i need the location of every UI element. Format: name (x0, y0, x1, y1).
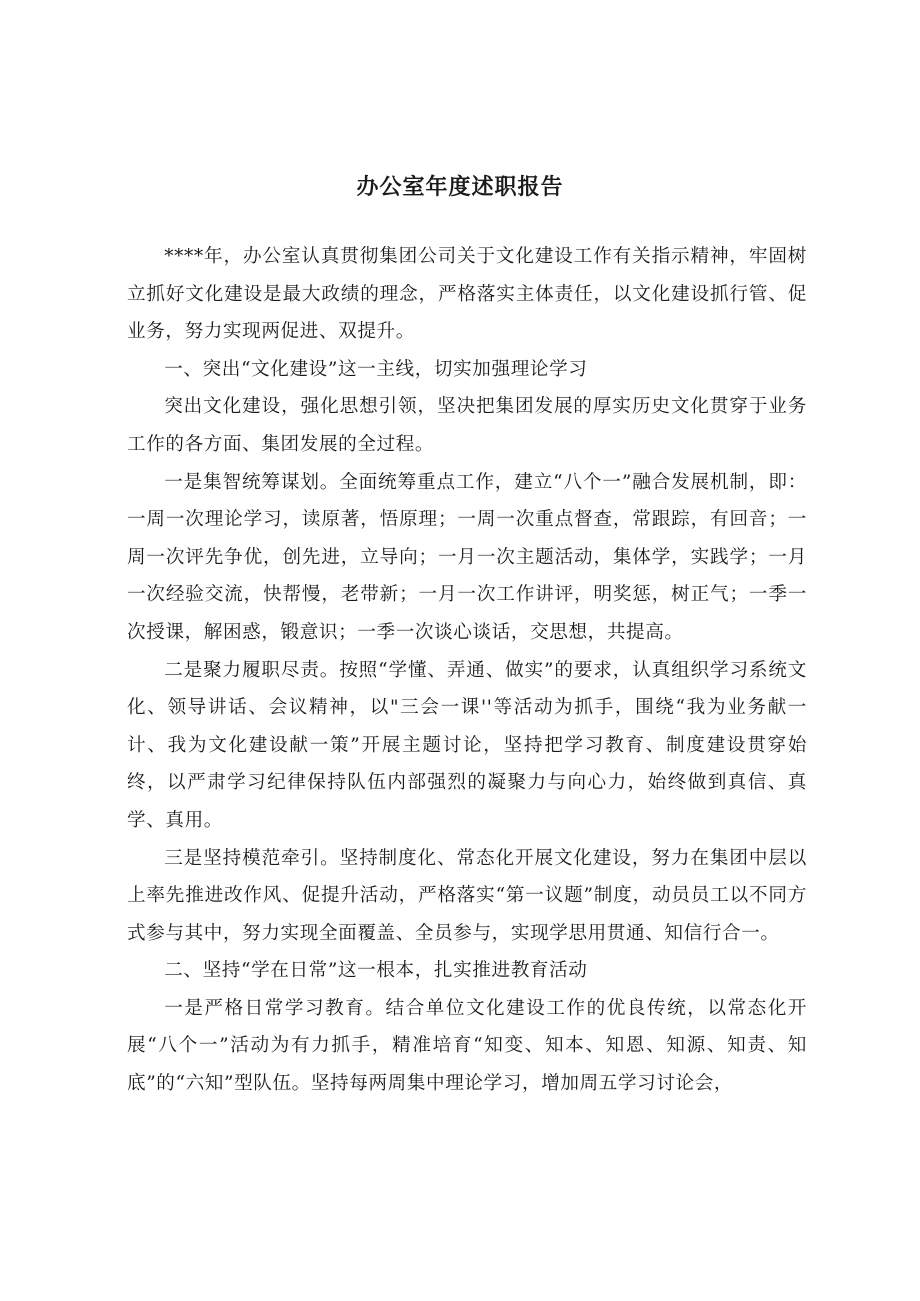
section-heading-2: 二、坚持“学在日常”这一根本，扎实推进教育活动 (164, 960, 588, 982)
document-body (127, 238, 807, 1103)
intro-paragraph: ****年，办公室认真贯彻集团公司关于文化建设工作有关指示精神，牢固树立抓好文化建设是最大政绩的理念，严格落实主体责任，以文化建设抓行管、促业务，努力实现两促进、双提升。 (127, 246, 807, 343)
body-paragraph: 三是坚持模范牵引。坚持制度化、常态化开展文化建设，努力在集团中层以上率先推进改作风、促提升活动，严格落实“第一议题”制度，动员员工以不同方式参与其中，努力实现全面覆盖、全员参与，实现学思用贯通、知信行合一。 (127, 847, 807, 944)
body-paragraph: 一是集智统筹谋划。全面统筹重点工作，建立“八个一”融合发展机制，即：一周一次理论学习，读原著，悟原理；一周一次重点督查，常跟踪，有回音；一周一次评先争优，创先进，立导向；一月一次主题活动，集体学，实践学；一月一次经验交流，快帮慢，老带新；一月一次工作讲评，明奖惩，树正气；一季一次授课，解困惑，锻意识；一季一次谈心谈话，交思想，共提高。 (127, 471, 807, 643)
section-heading-1: 一、突出“文化建设”这一主线，切实加强理论学习 (164, 358, 588, 380)
body-paragraph: 一是严格日常学习教育。结合单位文化建设工作的优良传统，以常态化开展“八个一”活动为有力抓手，精准培育“知变、知本、知恩、知源、知责、知底”的“六知”型队伍。坚持每两周集中理论学习，增加周五学习讨论会， (127, 997, 807, 1095)
body-paragraph: 突出文化建设，强化思想引领，坚决把集团发展的厚实历史文化贯穿于业务工作的各方面、集团发展的全过程。 (127, 396, 807, 455)
document-title: 办公室年度述职报告 (356, 175, 564, 200)
body-paragraph: 二是聚力履职尽责。按照“学懂、弄通、做实”的要求，认真组织学习系统文化、领导讲话、会议精神，以"三会一课''等活动为抓手，围绕“我为业务献一计、我为文化建设献一策”开展主题讨论，坚持把学习教育、制度建设贯穿始终，以严肃学习纪律保持队伍内部强烈的凝聚力与向心力，始终做到真信、真学、真用。 (127, 659, 807, 831)
